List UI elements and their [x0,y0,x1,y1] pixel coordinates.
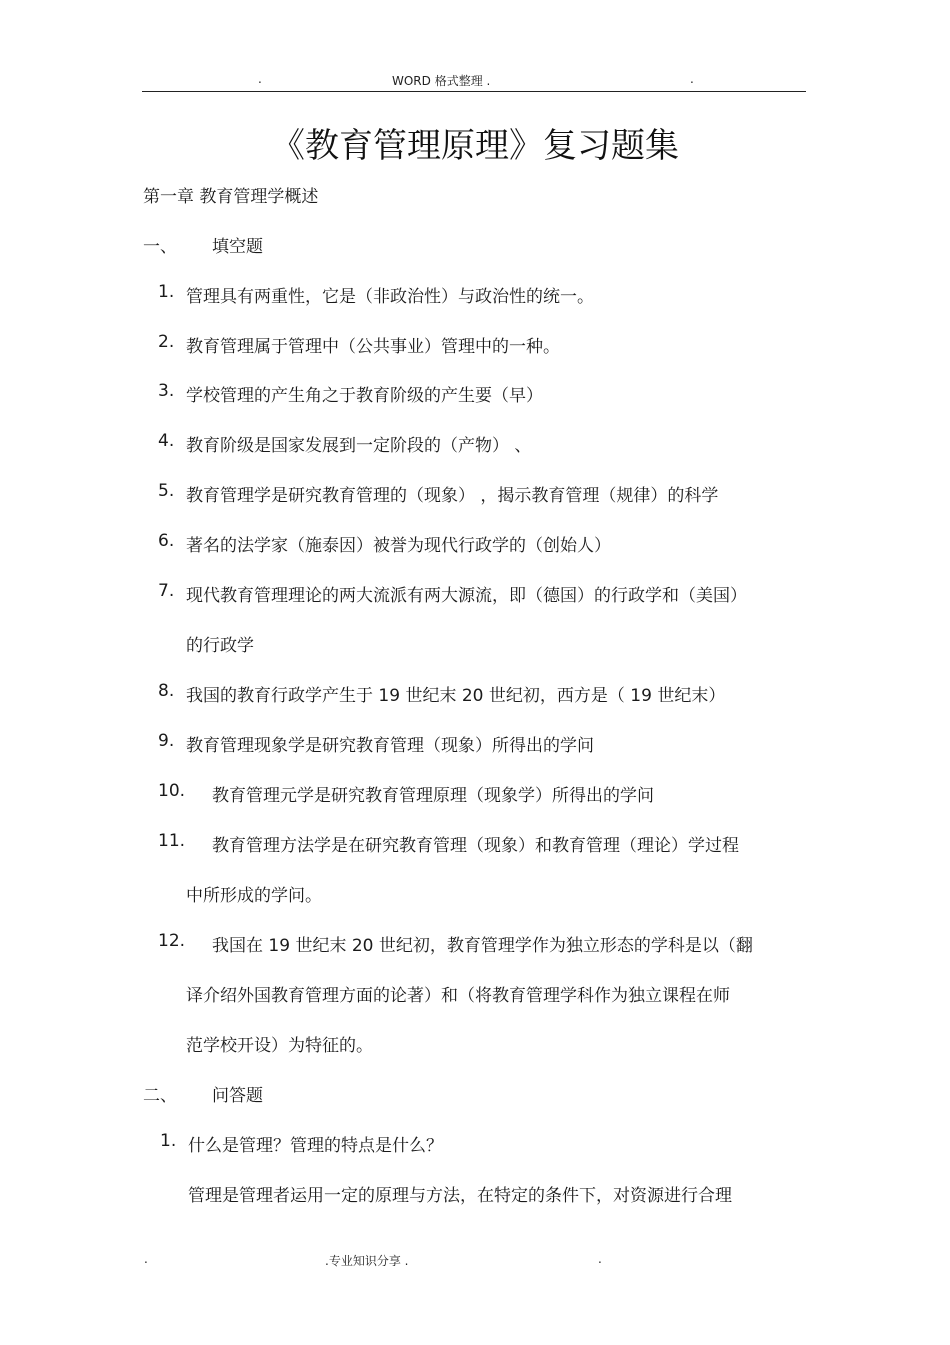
section-number: 一、 [143,237,177,257]
question-text: 什么是管理？管理的特点是什么？ [188,1136,443,1156]
item-number: 12. [158,931,186,951]
section-number: 二、 [143,1086,177,1106]
footer-text: .专业知识分享 . [325,1254,409,1268]
item-text: 教育管理元学是研究教育管理原理（现象学）所得出的学问 [212,786,654,806]
item-text-line: 我国在 19 世纪末 20 世纪初，教育管理学作为独立形态的学科是以（翻 [212,936,753,956]
item-number: 1. [158,282,175,302]
item-text: 教育阶级是国家发展到一定阶段的（产物） 、 [186,436,532,456]
item-text: 著名的法学家（施泰因）被誉为现代行政学的（创始人） [186,536,611,556]
item-number: 2. [158,332,175,352]
item-text-line: 的行政学 [186,636,254,656]
chapter-heading: 第一章 教育管理学概述 [143,187,319,207]
item-text: 教育管理属于管理中（公共事业）管理中的一种。 [186,337,560,357]
item-text: 我国的教育行政学产生于 19 世纪末 20 世纪初，西方是（ 19 世纪末） [186,686,726,706]
item-number: 8. [158,681,175,701]
footer-dot-right: . [598,1252,602,1266]
header-rule [142,91,806,92]
item-text-line: 中所形成的学问。 [186,886,322,906]
section-title: 问答题 [212,1086,263,1106]
question-number: 1. [160,1131,177,1151]
item-number: 10. [158,781,186,801]
header-dot-left: . [258,72,262,86]
item-text: 学校管理的产生角之于教育阶级的产生要（早） [186,386,543,406]
item-text: 管理具有两重性，它是（非政治性）与政治性的统一。 [186,287,594,307]
item-number: 7. [158,581,175,601]
item-number: 3. [158,381,175,401]
item-text: 教育管理现象学是研究教育管理（现象）所得出的学问 [186,736,594,756]
item-text-line: 现代教育管理理论的两大流派有两大源流，即（德国）的行政学和（美国） [186,586,747,606]
document-title: 《教育管理原理》复习题集 [271,126,679,166]
footer-dot-left: . [144,1252,148,1266]
item-number: 6. [158,531,175,551]
item-number: 4. [158,431,175,451]
section-title: 填空题 [212,237,263,257]
item-number: 9. [158,731,175,751]
header-text: WORD 格式整理 . [392,74,491,88]
answer-text: 管理是管理者运用一定的原理与方法，在特定的条件下，对资源进行合理 [188,1186,732,1206]
item-text-line: 译介绍外国教育管理方面的论著）和（将教育管理学科作为独立课程在师 [186,986,730,1006]
item-number: 11. [158,831,186,851]
item-text: 教育管理学是研究教育管理的（现象） ，揭示教育管理（规律）的科学 [186,486,719,506]
item-text-line: 教育管理方法学是在研究教育管理（现象）和教育管理（理论）学过程 [212,836,739,856]
item-number: 5. [158,481,175,501]
header-dot-right: . [690,72,694,86]
item-text-line: 范学校开设）为特征的。 [186,1036,373,1056]
